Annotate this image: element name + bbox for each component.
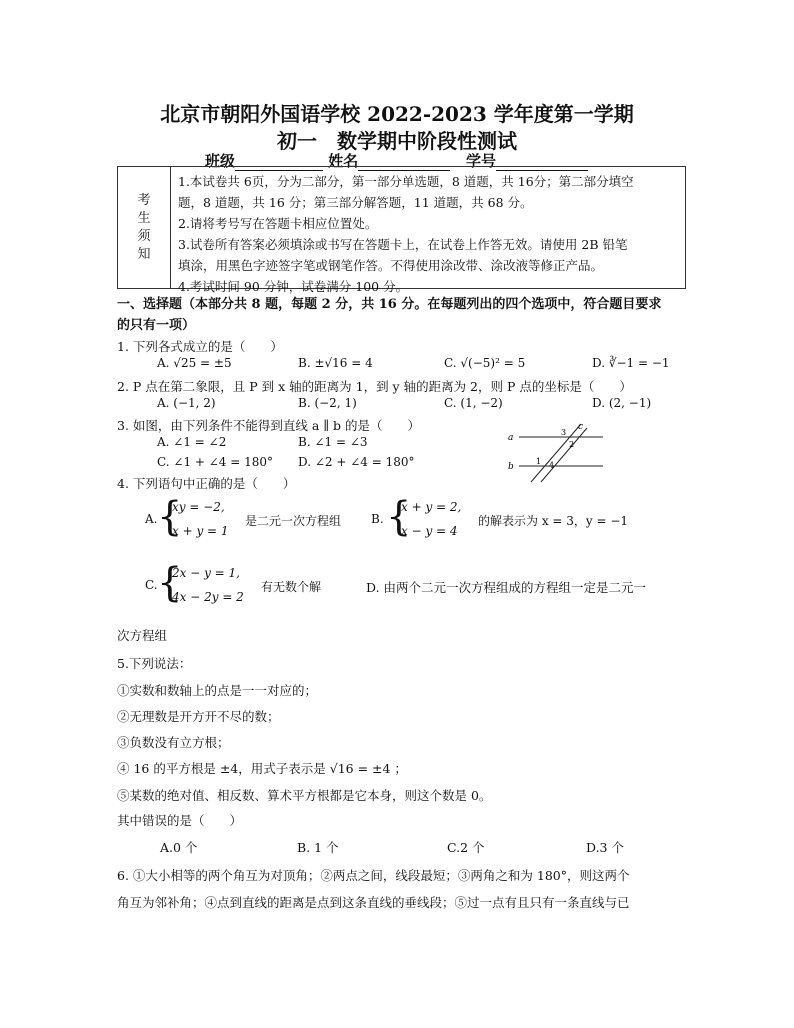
question-4: 4. 下列语句中正确的是（ ） — [117, 476, 296, 491]
q2-option-b: B. (−2, 1) — [298, 396, 357, 410]
label-a: a — [508, 433, 514, 443]
q4-a-eq2: x + y = 1 — [172, 524, 229, 538]
q4-a-eq1: xy = −2, — [172, 500, 225, 514]
q4-a-brace: { — [157, 494, 183, 540]
q1-option-c: C. √(−5)² = 5 — [444, 356, 526, 370]
q4-option-d-cont: 次方程组 — [117, 628, 168, 643]
q4-a-text: 是二元一次方程组 — [245, 514, 342, 528]
question-3: 3. 如图，由下列条件不能得到直线 a ∥ b 的是（ ） — [117, 418, 421, 433]
class-label: 班级 — [205, 152, 236, 170]
q5-option-c: C.2 个 — [447, 840, 485, 855]
q5-option-a: A.0 个 — [160, 840, 198, 855]
q5-option-d: D.3 个 — [586, 840, 624, 855]
exam-subtitle: 初一 数学期中阶段性测试 — [277, 129, 517, 153]
question-1: 1. 下列各式成立的是（ ） — [117, 339, 283, 354]
label-b: b — [508, 462, 514, 472]
notice-label: 考 生 须 知 — [118, 167, 171, 288]
q4-c-eq2: 4x − 2y = 2 — [172, 590, 244, 604]
q5-statement-1: ①实数和数轴上的点是一一对应的； — [117, 683, 318, 698]
q4-b-text: 的解表示为 x = 3，y = −1 — [478, 514, 629, 528]
label-c: c — [578, 422, 584, 432]
question-5: 5.下列说法： — [117, 656, 192, 671]
q3-option-b: B. ∠1 = ∠3 — [298, 435, 368, 449]
q5-statement-4: ④ 16 的平方根是 ±4，用式子表示是 √16 = ±4 ； — [117, 761, 407, 776]
q2-option-c: C. (1, −2) — [444, 396, 503, 410]
exam-title: 北京市朝阳外国语学校 2022-2023 学年度第一学期 — [160, 102, 634, 126]
name-label: 姓名 — [328, 152, 359, 170]
parallel-lines-figure — [505, 420, 605, 484]
q4-option-d: D. 由两个二元一次方程组成的方程组一定是二元一 — [366, 580, 647, 595]
q4-option-b-prefix: B. — [371, 512, 384, 526]
q3-option-a: A. ∠1 = ∠2 — [157, 435, 227, 449]
q1-option-b: B. ±√16 = 4 — [298, 356, 373, 370]
question-6-line-1: 6. ①大小相等的两个角互为对顶角；②两点之间，线段最短；③两角之和为 180°，则这两个 — [117, 868, 630, 883]
q3-option-c: C. ∠1 + ∠4 = 180° — [157, 455, 274, 469]
q2-option-a: A. (−1, 2) — [157, 396, 216, 410]
transversal-c — [531, 422, 584, 482]
angle-3: 3 — [561, 428, 567, 437]
q4-c-eq1: 2x − y = 1, — [172, 566, 240, 580]
q1-option-a: A. √25 = ±5 — [157, 356, 232, 370]
q4-b-eq1: x + y = 2, — [401, 500, 462, 514]
q4-b-eq2: x − y = 4 — [401, 524, 458, 538]
question-2: 2. P 点在第二象限，且 P 到 x 轴的距离为 1，到 y 轴的距离为 2，则 P 点的坐标是（ ） — [117, 379, 632, 394]
q2-option-d: D. (2, −1) — [592, 396, 652, 410]
question-6-line-2: 角互为邻补角；④点到直线的距离是点到这条直线的垂线段；⑤过一点有且只有一条直线与已 — [117, 895, 630, 910]
q4-option-a-prefix: A. — [145, 512, 158, 526]
q5-question: 其中错误的是（ ） — [117, 813, 243, 828]
q4-b-brace: { — [386, 494, 412, 540]
id-label: 学号 — [465, 152, 496, 170]
q4-option-c-prefix: C. — [145, 578, 158, 592]
q3-option-d: D. ∠2 + ∠4 = 180° — [298, 455, 415, 469]
notice-text: 1.本试卷共 6页，分为二部分，第一部分单选题，8 道题，共 16分；第二部分填空 题，8 道题，共 16 分；第三部分解答题，11 道题，共 68 分。 2.请将考号写在答题卡相应位置处。 3.试卷所有答案必须填涂或书写在答题卡上，在试卷上作答无效。请使用 2B 铅笔 填涂，用黑色字迹签字笔或钢笔作答。不得使用涂改带、涂改液等修正产品。 4.考试时间 90 分钟，试卷满分 100 分。 — [178, 174, 634, 294]
q4-c-brace: { — [157, 560, 183, 606]
q5-option-b: B. 1 个 — [297, 840, 339, 855]
q1-option-d: D. ∛−1 = −1 — [592, 356, 670, 370]
exam-notice-box — [117, 166, 686, 294]
angle-2: 2 — [569, 440, 575, 449]
section-heading-cont: 的只有一项） — [117, 318, 196, 333]
section-heading: 一、选择题（本部分共 8 题，每题 2 分，共 16 分。在每题列出的四个选项中，符合题目要求 — [117, 297, 662, 312]
q4-c-text: 有无数个解 — [261, 580, 322, 594]
angle-4: 4 — [549, 461, 555, 470]
q5-statement-5: ⑤某数的绝对值、相反数、算术平方根都是它本身，则这个数是 0。 — [117, 788, 492, 803]
q5-statement-2: ②无理数是开方开不尽的数； — [117, 709, 280, 724]
q5-statement-3: ③负数没有立方根； — [117, 735, 230, 750]
angle-1: 1 — [536, 457, 542, 466]
